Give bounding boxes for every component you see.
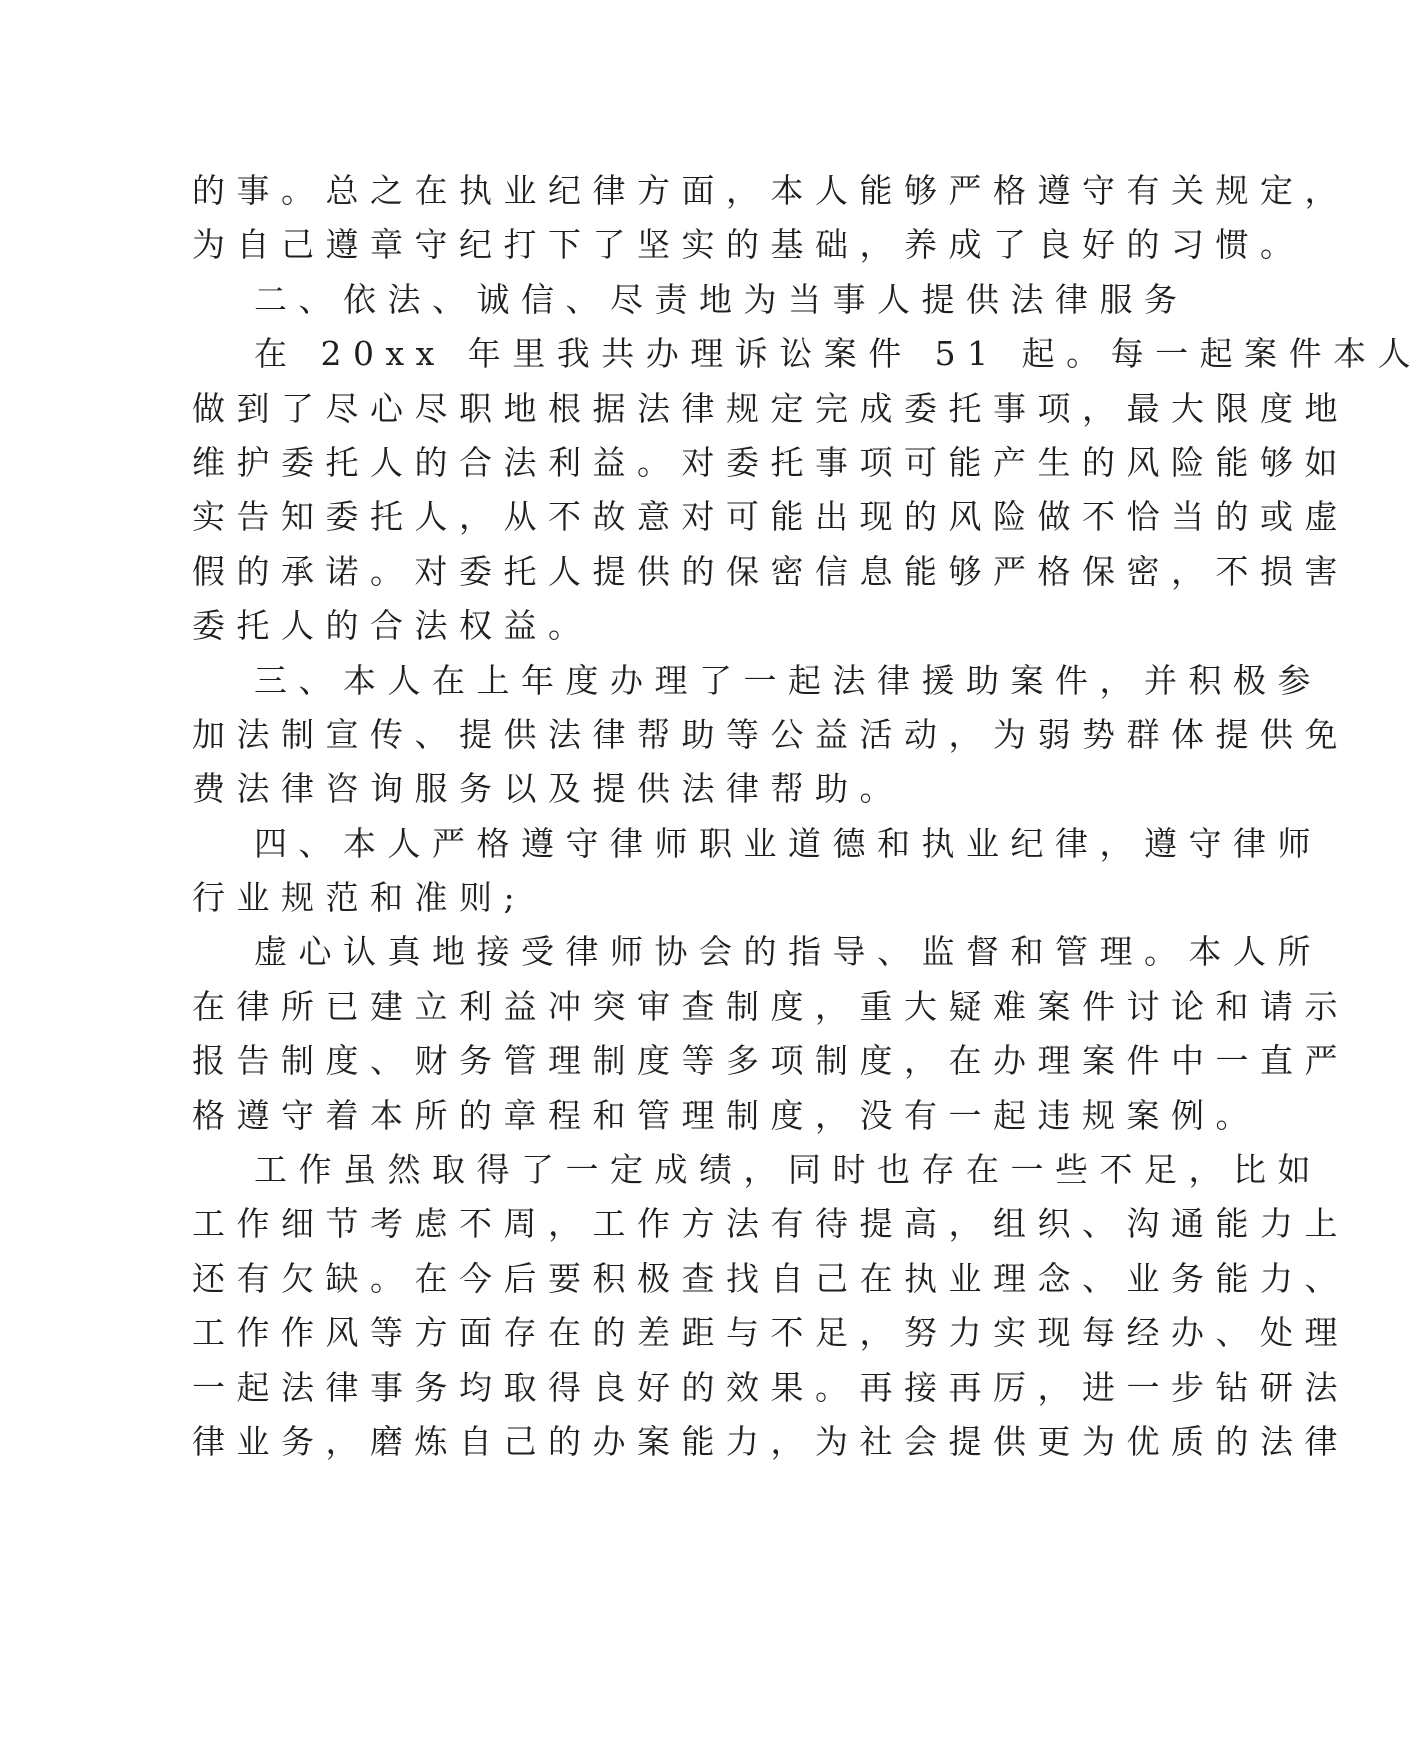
text-line: 假的承诺。对委托人提供的保密信息能够严格保密，不损害 <box>192 551 1349 591</box>
text-line: 在律所已建立利益冲突审查制度，重大疑难案件讨论和请示 <box>192 986 1349 1026</box>
text-line: 二、依法、诚信、尽责地为当事人提供法律服务 <box>254 279 1189 319</box>
text-line: 还有欠缺。在今后要积极查找自己在执业理念、业务能力、 <box>192 1258 1349 1298</box>
text-line: 格遵守着本所的章程和管理制度，没有一起违规案例。 <box>192 1095 1260 1135</box>
text-line: 实告知委托人，从不故意对可能出现的风险做不恰当的或虚 <box>192 497 1349 537</box>
document-body <box>192 164 1422 1469</box>
text-line: 为自己遵章守纪打下了坚实的基础，养成了良好的习惯。 <box>192 225 1305 265</box>
text-line: 的事。总之在执业纪律方面，本人能够严格遵守有关规定， <box>192 171 1349 210</box>
text-line: 四、本人严格遵守律师职业道德和执业纪律，遵守律师 <box>254 823 1322 863</box>
text-line: 工作细节考虑不周，工作方法有待提高，组织、沟通能力上 <box>192 1204 1349 1244</box>
text-line: 工作作风等方面存在的差距与不足，努力实现每经办、处理 <box>192 1313 1349 1353</box>
text-line: 加法制宣传、提供法律帮助等公益活动，为弱势群体提供免 <box>192 714 1349 754</box>
text-line: 费法律咨询服务以及提供法律帮助。 <box>192 769 904 809</box>
text-line: 行业规范和准则; <box>192 878 527 918</box>
text-line: 委托人的合法权益。 <box>192 606 593 646</box>
text-line: 报告制度、财务管理制度等多项制度，在办理案件中一直严 <box>192 1041 1349 1081</box>
text-line: 三、本人在上年度办理了一起法律援助案件，并积极参 <box>254 660 1322 700</box>
text-line: 一起法律事务均取得良好的效果。再接再厉，进一步钻研法 <box>192 1367 1349 1407</box>
text-line: 工作虽然取得了一定成绩，同时也存在一些不足，比如 <box>254 1150 1322 1190</box>
text-line: 做到了尽心尽职地根据法律规定完成委托事项，最大限度地 <box>192 388 1349 428</box>
text-line: 虚心认真地接受律师协会的指导、监督和管理。本人所 <box>254 932 1322 972</box>
text-line: 律业务，磨炼自己的办案能力，为社会提供更为优质的法律 <box>192 1421 1349 1461</box>
text-line: 维护委托人的合法利益。对委托事项可能产生的风险能够如 <box>192 442 1349 482</box>
text-line: 在 20xx 年里我共办理诉讼案件 51 起。每一起案件本人 <box>254 334 1422 374</box>
